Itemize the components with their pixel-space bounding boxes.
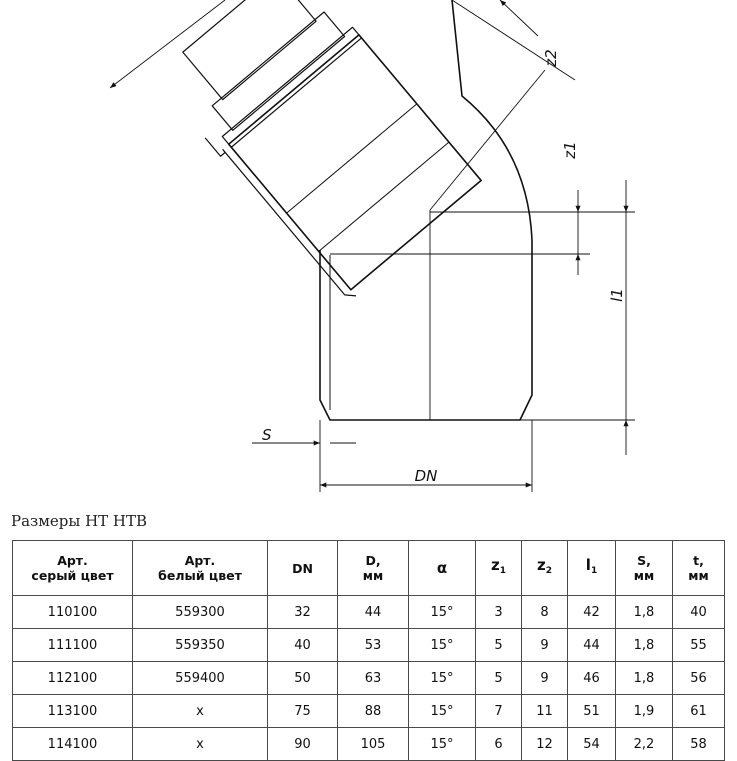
header-alpha: α	[409, 541, 476, 596]
table-row	[13, 728, 725, 761]
cell-l1: 44	[568, 629, 616, 662]
cell-art-grey: 110100	[13, 596, 133, 629]
table-header-row	[13, 541, 725, 596]
cell-alpha: 15°	[409, 695, 476, 728]
cell-alpha: 15°	[409, 629, 476, 662]
cell-z1: 6	[476, 728, 522, 761]
pipe-lower-body	[320, 240, 532, 420]
header-l1: $l_1$	[568, 541, 616, 596]
cell-z2: 11	[522, 695, 568, 728]
label-s: S	[262, 426, 272, 444]
cell-l1: 54	[568, 728, 616, 761]
cell-t: 55	[673, 629, 725, 662]
cell-art-grey: 112100	[13, 662, 133, 695]
cell-art-white: 559400	[133, 662, 268, 695]
table-row	[13, 662, 725, 695]
cell-z1: 3	[476, 596, 522, 629]
cell-l1: 46	[568, 662, 616, 695]
cell-z2: 12	[522, 728, 568, 761]
cell-alpha: 15°	[409, 596, 476, 629]
cell-dn: 50	[268, 662, 338, 695]
header-s: S, мм	[616, 541, 673, 596]
cell-alpha: 15°	[409, 662, 476, 695]
cell-s: 1,8	[616, 596, 673, 629]
cell-dn: 40	[268, 629, 338, 662]
cell-dn: 90	[268, 728, 338, 761]
cell-art-grey: 114100	[13, 728, 133, 761]
header-dn: DN	[268, 541, 338, 596]
table-row	[13, 695, 725, 728]
table-row	[13, 629, 725, 662]
cell-z1: 5	[476, 629, 522, 662]
cell-art-white: x	[133, 695, 268, 728]
cell-alpha: 15°	[409, 728, 476, 761]
cell-art-grey: 113100	[13, 695, 133, 728]
label-l1: l1	[608, 288, 626, 302]
label-z2: z2	[542, 49, 560, 67]
pipe-bend-outer	[452, 0, 532, 240]
cell-art-white: 559300	[133, 596, 268, 629]
cell-t: 40	[673, 596, 725, 629]
table-caption: Размеры НТ НТВ	[11, 512, 148, 530]
cell-t: 58	[673, 728, 725, 761]
cell-l1: 51	[568, 695, 616, 728]
cell-z2: 8	[522, 596, 568, 629]
dimensions-table	[12, 540, 725, 761]
label-dn: DN	[414, 467, 438, 485]
cell-d: 63	[338, 662, 409, 695]
cell-l1: 42	[568, 596, 616, 629]
table-row	[13, 596, 725, 629]
cell-s: 1,8	[616, 662, 673, 695]
cell-d: 44	[338, 596, 409, 629]
cell-d: 53	[338, 629, 409, 662]
cell-s: 1,9	[616, 695, 673, 728]
cell-art-white: 559350	[133, 629, 268, 662]
cell-z2: 9	[522, 629, 568, 662]
cell-z1: 5	[476, 662, 522, 695]
cell-s: 2,2	[616, 728, 673, 761]
label-z1: z1	[561, 141, 579, 159]
cell-d: 88	[338, 695, 409, 728]
cell-z1: 7	[476, 695, 522, 728]
cell-dn: 75	[268, 695, 338, 728]
header-z2: $z_2$	[522, 541, 568, 596]
cell-art-grey: 111100	[13, 629, 133, 662]
cell-art-white: x	[133, 728, 268, 761]
header-z1: $z_1$	[476, 541, 522, 596]
header-art-grey: Арт. серый цвет	[13, 541, 133, 596]
cell-s: 1,8	[616, 629, 673, 662]
cell-t: 61	[673, 695, 725, 728]
socket-body	[229, 35, 481, 290]
header-d: D, мм	[338, 541, 409, 596]
cell-d: 105	[338, 728, 409, 761]
cell-z2: 9	[522, 662, 568, 695]
header-art-white: Арт. белый цвет	[133, 541, 268, 596]
cell-dn: 32	[268, 596, 338, 629]
header-t: t, мм	[673, 541, 725, 596]
cell-t: 56	[673, 662, 725, 695]
